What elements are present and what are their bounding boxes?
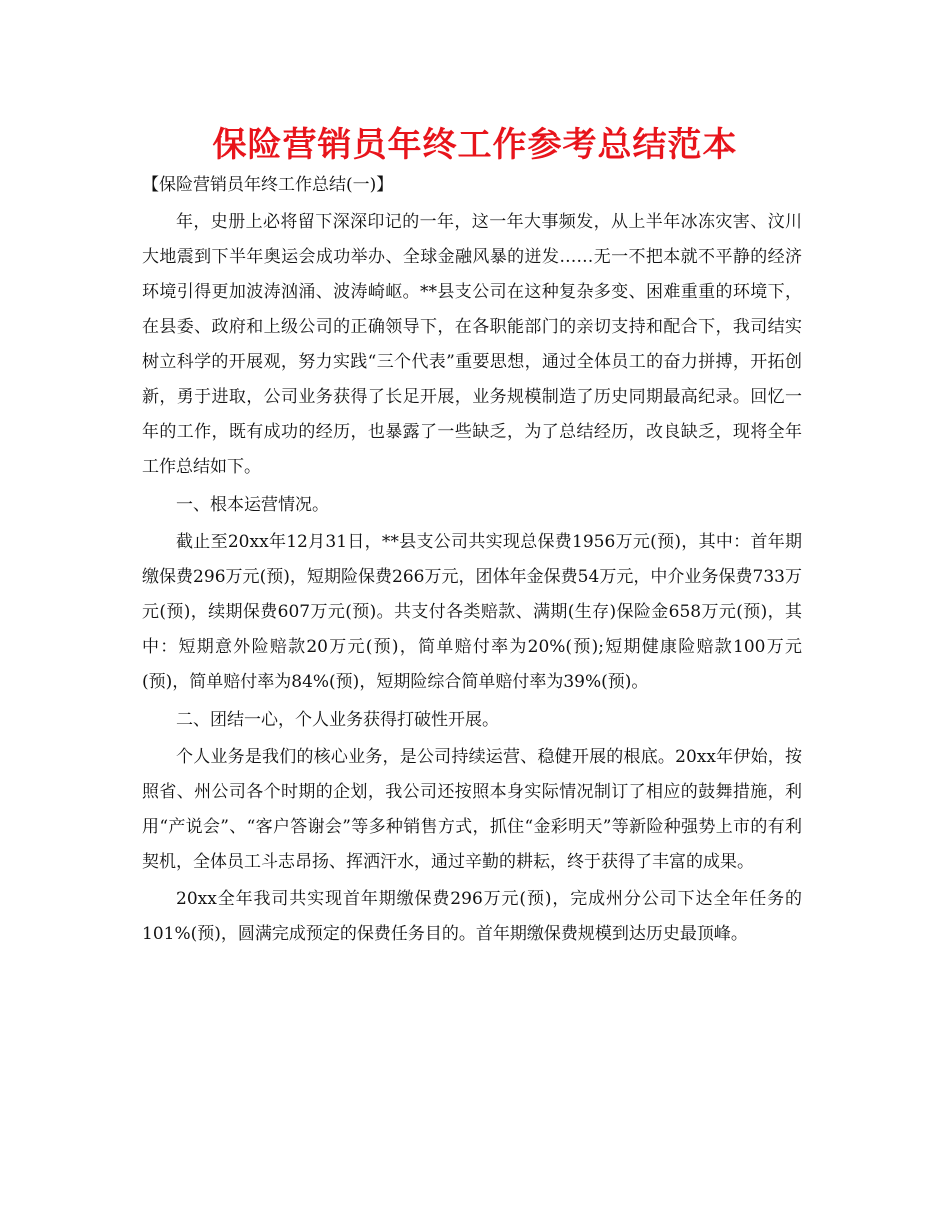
heading-individual-business: 二、团结一心，个人业务获得打破性开展。 (176, 709, 499, 730)
heading-basic-operation: 一、根本运营情况。 (176, 494, 329, 515)
paragraph-annual-result: 20xx全年我司共实现首年期缴保费296万元(预)，完成州分公司下达全年任务的101%(预)，圆满完成预定的保费任务目的。首年期缴保费规模到达历史最顶峰。 (142, 889, 802, 945)
document-title: 保险营销员年终工作参考总结范本 (212, 125, 738, 165)
document-body (142, 168, 802, 955)
paragraph-intro: 年，史册上必将留下深深印记的一年，这一年大事频发，从上半年冰冻灾害、汶川大地震到下半年奥运会成功举办、全球金融风暴的迸发……无一不把本就不平静的经济环境引得更加波涛汹涌、波涛崎岖。**县支公司在这种复杂多变、困难重重的环境下，在县委、政府和上级公司的正确领导下，在各职能部门的亲切支持和配合下，我司结实树立科学的开展观，努力实践“三个代表”重要思想，通过全体员工的奋力拼搏，开拓创新，勇于进取，公司业务获得了长足开展，业务规模制造了历史同期最高纪录。回忆一年的工作，既有成功的经历，也暴露了一些缺乏，为了总结经历，改良缺乏，现将全年工作总结如下。 (142, 212, 802, 478)
section-subtitle: 【保险营销员年终工作总结(一)】 (142, 175, 394, 195)
paragraph-individual-business: 个人业务是我们的核心业务，是公司持续运营、稳健开展的根底。20xx年伊始，按照省、州公司各个时期的企划，我公司还按照本身实际情况制订了相应的鼓舞措施，利用“产说会”、“客户答谢会”等多种销售方式，抓住“金彩明天”等新险种强势上市的有利契机，全体员工斗志昂扬、挥洒汗水，通过辛勤的耕耘，终于获得了丰富的成果。 (142, 746, 802, 872)
paragraph-premium-figures: 截止至20xx年12月31日，**县支公司共实现总保费1956万元(预)，其中：首年期缴保费296万元(预)，短期险保费266万元，团体年金保费54万元，中介业务保费733万元(预)，续期保费607万元(预)。共支付各类赔款、满期(生存)保险金658万元(预)，其中：短期意外险赔款20万元(预)，简单赔付率为20%(预);短期健康险赔款100万元(预)，简单赔付率为84%(预)，短期险综合简单赔付率为39%(预)。 (142, 532, 802, 693)
